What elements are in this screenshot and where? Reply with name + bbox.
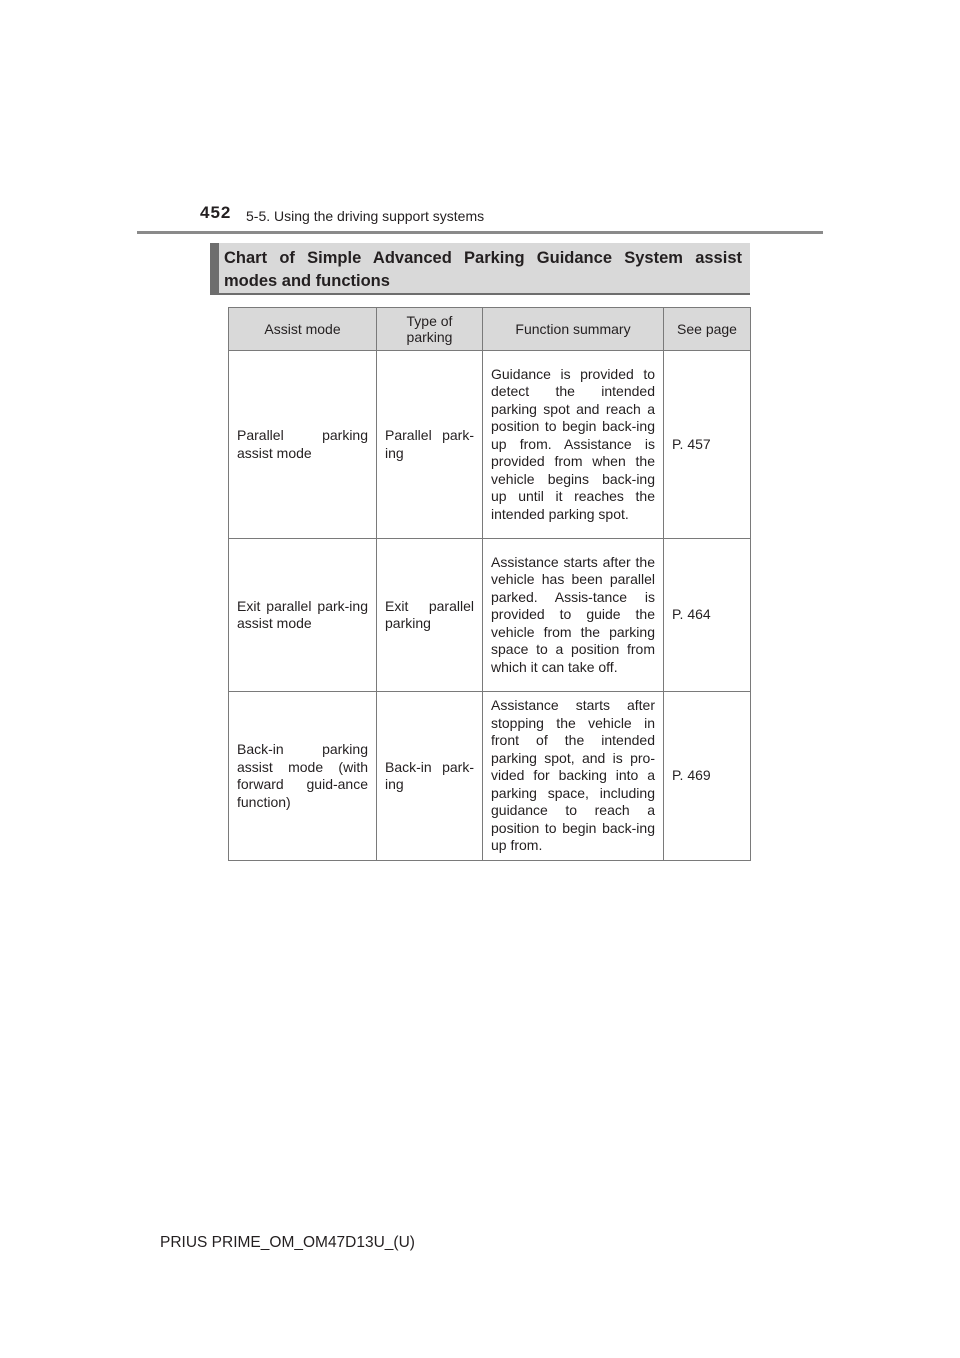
heading-text: Chart of Simple Advanced Parking Guidance System assist modes and functions [224,249,742,290]
cell-parking-type: Back-in park-ing [377,692,483,861]
cell-assist-mode: Parallel parking assist mode [229,351,377,539]
table-header-row [229,308,751,351]
table-row [229,351,751,539]
cell-function-summary: Guidance is provided to detect the intended parking spot and reach a position to begin back-ing up from. Assistance is provided from when the vehicle begins back-ing up until it reaches the intended parking spot. [483,351,664,539]
cell-function-summary: Assistance starts after stopping the vehicle in front of the intended parking spot, and is pro-vided for backing into a parking space, including guidance to reach a position to begin back-ing up from. [483,692,664,861]
heading-accent-bar [210,243,219,293]
footer-document-code: PRIUS PRIME_OM_OM47D13U_(U) [160,1234,415,1251]
cell-parking-type: Exit parallel parking [377,539,483,692]
chart-heading [210,243,750,295]
column-header-type-of-parking: Type of parking [377,308,483,351]
cell-assist-mode: Back-in parking assist mode (with forward guid-ance function) [229,692,377,861]
table-row [229,692,751,861]
assist-modes-table [228,307,751,861]
cell-see-page: P. 469 [664,692,751,861]
section-title: 5-5. Using the driving support systems [246,208,485,224]
table-row [229,539,751,692]
cell-function-summary: Assistance starts after the vehicle has been parallel parked. Assis-tance is provided to guide the vehicle from the parking space to a position from which it can take off. [483,539,664,692]
page-number: 452 [200,203,232,222]
column-header-assist-mode: Assist mode [229,308,377,351]
cell-assist-mode: Exit parallel park-ing assist mode [229,539,377,692]
column-header-see-page: See page [664,308,751,351]
header-rule [137,231,823,234]
cell-see-page: P. 457 [664,351,751,539]
column-header-function-summary: Function summary [483,308,664,351]
cell-see-page: P. 464 [664,539,751,692]
cell-parking-type: Parallel park-ing [377,351,483,539]
